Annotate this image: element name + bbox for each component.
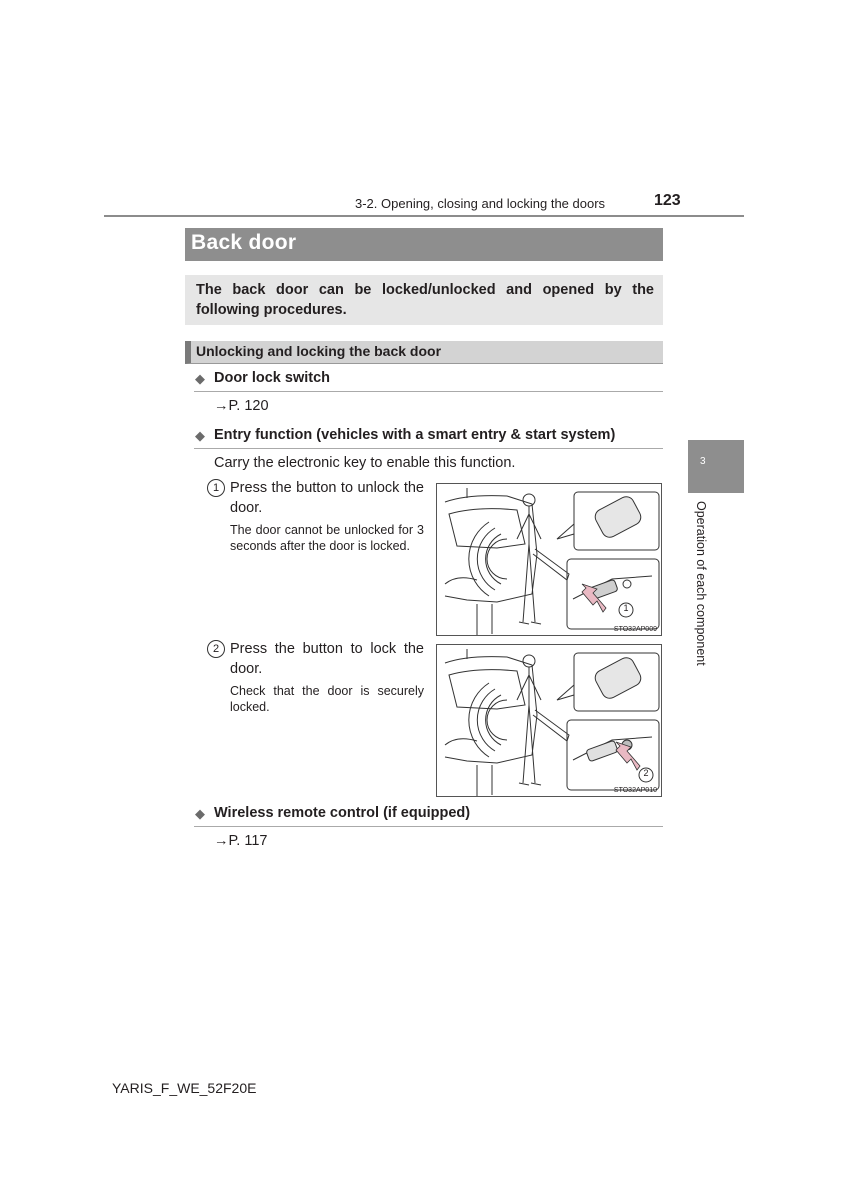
step-2-note: Check that the door is securely locked. — [230, 684, 424, 714]
car-rear-illustration-icon — [437, 484, 662, 636]
item-heading-text: Door lock switch — [214, 370, 331, 386]
header-rule — [104, 215, 744, 217]
chapter-tab-label: Operation of each component — [694, 501, 708, 666]
section-title-bar — [185, 228, 663, 261]
back-door-unlock-illustration — [436, 483, 662, 636]
item-heading-text: Entry function (vehicles with a smart entry & start system) — [214, 427, 616, 443]
chapter-tab-number: 3 — [700, 456, 706, 467]
intro-text: The back door can be locked/unlocked and opened by the following procedures. — [196, 282, 654, 318]
step-number-1: 1 — [207, 479, 225, 497]
document-code: YARIS_F_WE_52F20E — [112, 1080, 257, 1096]
step-number-2: 2 — [207, 640, 225, 658]
intro-box — [185, 275, 663, 325]
item-heading-entry-function — [194, 426, 663, 449]
section-title: Back door — [191, 231, 297, 254]
diamond-icon: ◆ — [195, 371, 205, 386]
subsection-title: Unlocking and locking the back door — [196, 343, 442, 359]
chapter-tab[interactable] — [688, 440, 744, 493]
subsection-bar — [185, 341, 663, 364]
page-reference-link[interactable]: →P. 120 — [214, 398, 269, 414]
item-heading-wireless-remote — [194, 804, 663, 827]
diamond-icon: ◆ — [195, 806, 205, 821]
back-door-lock-illustration — [436, 644, 662, 797]
figure-code: STO32AP009 — [613, 626, 657, 633]
step-2-text: Press the button to lock the door. — [230, 641, 424, 677]
step-1-note: The door cannot be unlocked for 3 seconds after the door is locked. — [230, 523, 424, 553]
chapter-title: 3-2. Opening, closing and locking the doors — [355, 196, 606, 211]
step-1-text: Press the button to unlock the door. — [230, 480, 424, 516]
item-heading-door-lock-switch — [194, 369, 663, 392]
item-heading-text: Wireless remote control (if equipped) — [214, 805, 471, 821]
figure-callout-number: 2 — [643, 768, 649, 778]
car-rear-illustration-icon — [437, 645, 662, 797]
page-reference-link[interactable]: →P. 117 — [214, 833, 268, 849]
diamond-icon: ◆ — [195, 428, 205, 443]
figure-callout-number: 1 — [623, 603, 629, 613]
figure-code: STO32AP010 — [613, 787, 657, 794]
entry-function-text: Carry the electronic key to enable this function. — [214, 455, 516, 471]
page-number: 123 — [654, 192, 681, 209]
